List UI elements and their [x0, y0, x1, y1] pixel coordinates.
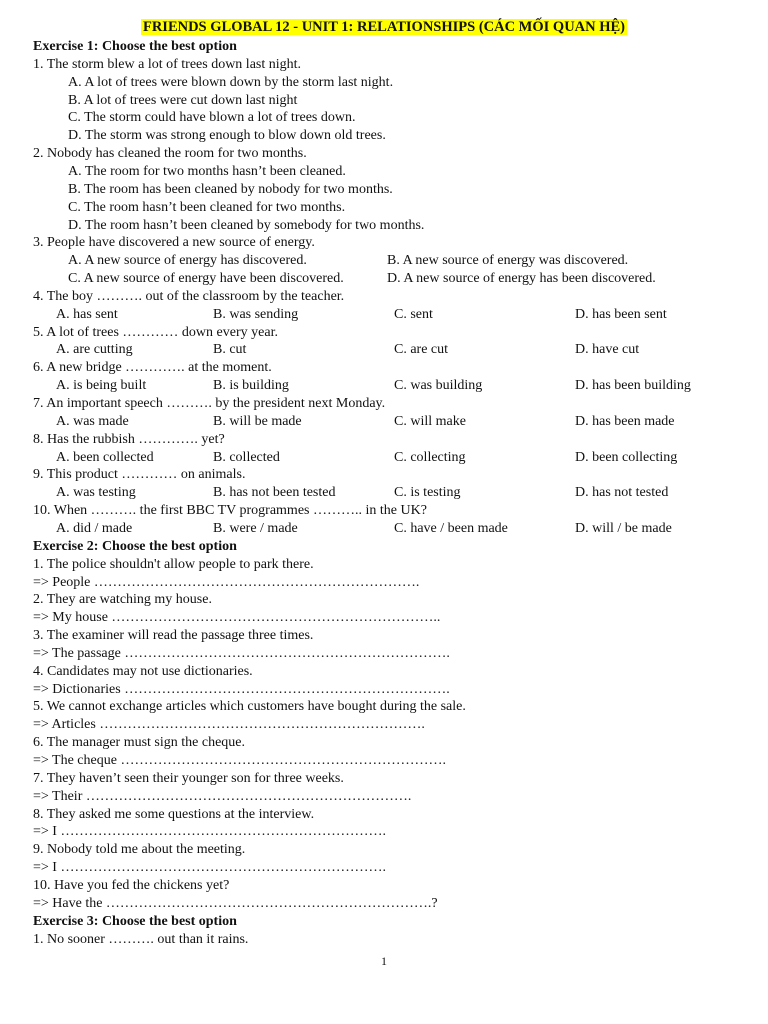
heading-text: Exercise 3: Choose the best option	[33, 913, 237, 929]
line-text: 6. The manager must sign the cheque.	[33, 735, 246, 751]
answer-option: D. has been sent	[575, 306, 667, 322]
line-text: => People …………………………………………………………….	[33, 574, 420, 590]
line-text: 8. Has the rubbish …………. yet?	[33, 431, 225, 447]
line-text: 2. They are watching my house.	[33, 592, 212, 608]
answer-option: A. was testing	[56, 485, 136, 501]
line-text: 3. The examiner will read the passage three times.	[33, 628, 314, 644]
worksheet-line	[0, 199, 768, 217]
worksheet-line	[0, 752, 768, 770]
worksheet-line	[0, 484, 768, 502]
answer-option: B. was sending	[213, 306, 299, 322]
answer-option: A. are cutting	[56, 342, 133, 358]
worksheet-line	[0, 74, 768, 92]
line-text: => I …………………………………………………………….	[33, 860, 386, 876]
worksheet-line	[0, 556, 768, 574]
line-text: => Their …………………………………………………………….	[33, 788, 412, 804]
line-text: D. The storm was strong enough to blow down old trees.	[68, 128, 386, 144]
worksheet-line	[0, 788, 768, 806]
answer-option: C. sent	[394, 306, 433, 322]
worksheet-line	[0, 288, 768, 306]
line-text: => Have the …………………………………………………………….?	[33, 895, 438, 911]
line-text: => My house ……………………………………………………………..	[33, 610, 441, 626]
answer-option: A. been collected	[56, 449, 154, 465]
answer-option: C. will make	[394, 413, 466, 429]
worksheet-line	[0, 681, 768, 699]
worksheet-line	[0, 324, 768, 342]
answer-option: C. have / been made	[394, 520, 508, 536]
answer-option: C. was building	[394, 378, 483, 394]
answer-option: D. been collecting	[575, 449, 678, 465]
line-text: 1. The police shouldn't allow people to park there.	[33, 556, 314, 572]
worksheet-line	[0, 270, 768, 288]
worksheet-line	[0, 395, 768, 413]
worksheet-line	[0, 645, 768, 663]
worksheet-line	[0, 574, 768, 592]
line-text: 7. An important speech ………. by the president next Monday.	[33, 396, 386, 411]
answer-option: D. A new source of energy has been discovered.	[387, 271, 656, 287]
worksheet-line	[0, 931, 768, 949]
worksheet-line	[0, 877, 768, 895]
answer-option: C. are cut	[394, 342, 449, 358]
heading-text: Exercise 1: Choose the best option	[33, 39, 237, 54]
worksheet-line	[0, 716, 768, 734]
line-text: => Articles …………………………………………………………….	[33, 717, 425, 733]
answer-option: B. cut	[213, 342, 247, 358]
worksheet-line	[0, 341, 768, 359]
line-text: 3. People have discovered a new source of energy.	[33, 235, 315, 251]
answer-option: A. did / made	[56, 520, 133, 536]
worksheet-line	[0, 413, 768, 431]
worksheet-line	[0, 252, 768, 270]
answer-option: D. has been building	[575, 378, 691, 394]
worksheet-line	[0, 431, 768, 449]
worksheet-line	[0, 92, 768, 110]
worksheet-line	[0, 502, 768, 520]
line-text: => The passage …………………………………………………………….	[33, 645, 450, 661]
answer-option: D. has been made	[575, 413, 675, 429]
answer-option: A. was made	[56, 413, 129, 429]
worksheet-line	[0, 698, 768, 716]
line-text: 10. Have you fed the chickens yet?	[33, 877, 230, 893]
answer-option: B. is building	[213, 378, 289, 394]
exercise-heading	[0, 538, 768, 556]
line-text: 1. No sooner ………. out than it rains.	[33, 931, 249, 947]
worksheet-line	[0, 377, 768, 395]
worksheet-line	[0, 127, 768, 145]
line-text: D. The room hasn’t been cleaned by somebody for two months.	[68, 217, 425, 233]
worksheet-line	[0, 859, 768, 877]
worksheet-line	[0, 359, 768, 377]
worksheet-line	[0, 823, 768, 841]
worksheet-line	[0, 109, 768, 127]
worksheet-line	[0, 734, 768, 752]
worksheet-line	[0, 841, 768, 859]
worksheet-title	[0, 18, 768, 36]
line-text: C. The room hasn’t been cleaned for two months.	[68, 199, 346, 215]
line-text: 4. Candidates may not use dictionaries.	[33, 663, 253, 679]
answer-option: B. A new source of energy was discovered.	[387, 253, 629, 269]
exercise-heading	[0, 913, 768, 931]
line-text: B. The room has been cleaned by nobody for two months.	[68, 181, 393, 197]
worksheet-line	[0, 56, 768, 74]
exercise-heading	[0, 38, 768, 56]
line-text: C. The storm could have blown a lot of trees down.	[68, 110, 356, 126]
title-text: FRIENDS GLOBAL 12 - UNIT 1: RELATIONSHIPS (CÁC MỐI QUAN HỆ)	[142, 19, 626, 35]
line-text: 4. The boy ………. out of the classroom by the teacher.	[33, 288, 345, 304]
worksheet-line	[0, 234, 768, 252]
answer-option: A. A new source of energy has discovered.	[68, 253, 307, 269]
worksheet-line	[0, 449, 768, 467]
answer-option: C. A new source of energy have been discovered.	[68, 271, 344, 287]
answer-option: B. has not been tested	[213, 485, 336, 501]
line-text: A. The room for two months hasn’t been cleaned.	[68, 163, 346, 179]
line-text: A. A lot of trees were blown down by the storm last night.	[68, 74, 394, 90]
line-text: 5. A lot of trees ………… down every year.	[33, 324, 278, 340]
worksheet-line	[0, 520, 768, 538]
line-text: B. A lot of trees were cut down last night	[68, 92, 298, 108]
answer-option: A. has sent	[56, 306, 118, 322]
answer-option: B. were / made	[213, 520, 298, 536]
answer-option: D. will / be made	[575, 520, 672, 536]
line-text: 8. They asked me some questions at the interview.	[33, 806, 315, 822]
line-text: 2. Nobody has cleaned the room for two months.	[33, 146, 307, 162]
answer-option: B. collected	[213, 449, 280, 465]
worksheet-line	[0, 145, 768, 163]
worksheet-line	[0, 770, 768, 788]
line-text: => Dictionaries …………………………………………………………….	[33, 681, 450, 697]
line-text: 9. This product ………… on animals.	[33, 467, 246, 483]
line-text: 5. We cannot exchange articles which customers have bought during the sale.	[33, 699, 466, 715]
answer-option: C. is testing	[394, 485, 461, 501]
page-number: 1	[381, 954, 387, 968]
line-text: 9. Nobody told me about the meeting.	[33, 842, 246, 858]
worksheet-line	[0, 163, 768, 181]
answer-option: A. is being built	[56, 378, 147, 394]
line-text: 1. The storm blew a lot of trees down last night.	[33, 56, 302, 72]
answer-option: D. has not tested	[575, 485, 669, 501]
worksheet-line	[0, 217, 768, 235]
worksheet-line	[0, 181, 768, 199]
worksheet-line	[0, 806, 768, 824]
worksheet-line	[0, 591, 768, 609]
worksheet-line	[0, 663, 768, 681]
line-text: => I …………………………………………………………….	[33, 824, 386, 840]
worksheet-line	[0, 306, 768, 324]
answer-option: C. collecting	[394, 449, 466, 465]
worksheet-line	[0, 895, 768, 913]
answer-option: B. will be made	[213, 413, 302, 429]
line-text: => The cheque …………………………………………………………….	[33, 753, 446, 768]
line-text: 10. When ………. the first BBC TV programmes ……….. in the UK?	[33, 503, 427, 519]
heading-text: Exercise 2: Choose the best option	[33, 538, 237, 554]
line-text: 6. A new bridge …………. at the moment.	[33, 360, 272, 376]
worksheet-line	[0, 466, 768, 484]
worksheet-line	[0, 609, 768, 627]
answer-option: D. have cut	[575, 342, 640, 358]
line-text: 7. They haven’t seen their younger son for three weeks.	[33, 770, 344, 786]
worksheet-line	[0, 627, 768, 645]
